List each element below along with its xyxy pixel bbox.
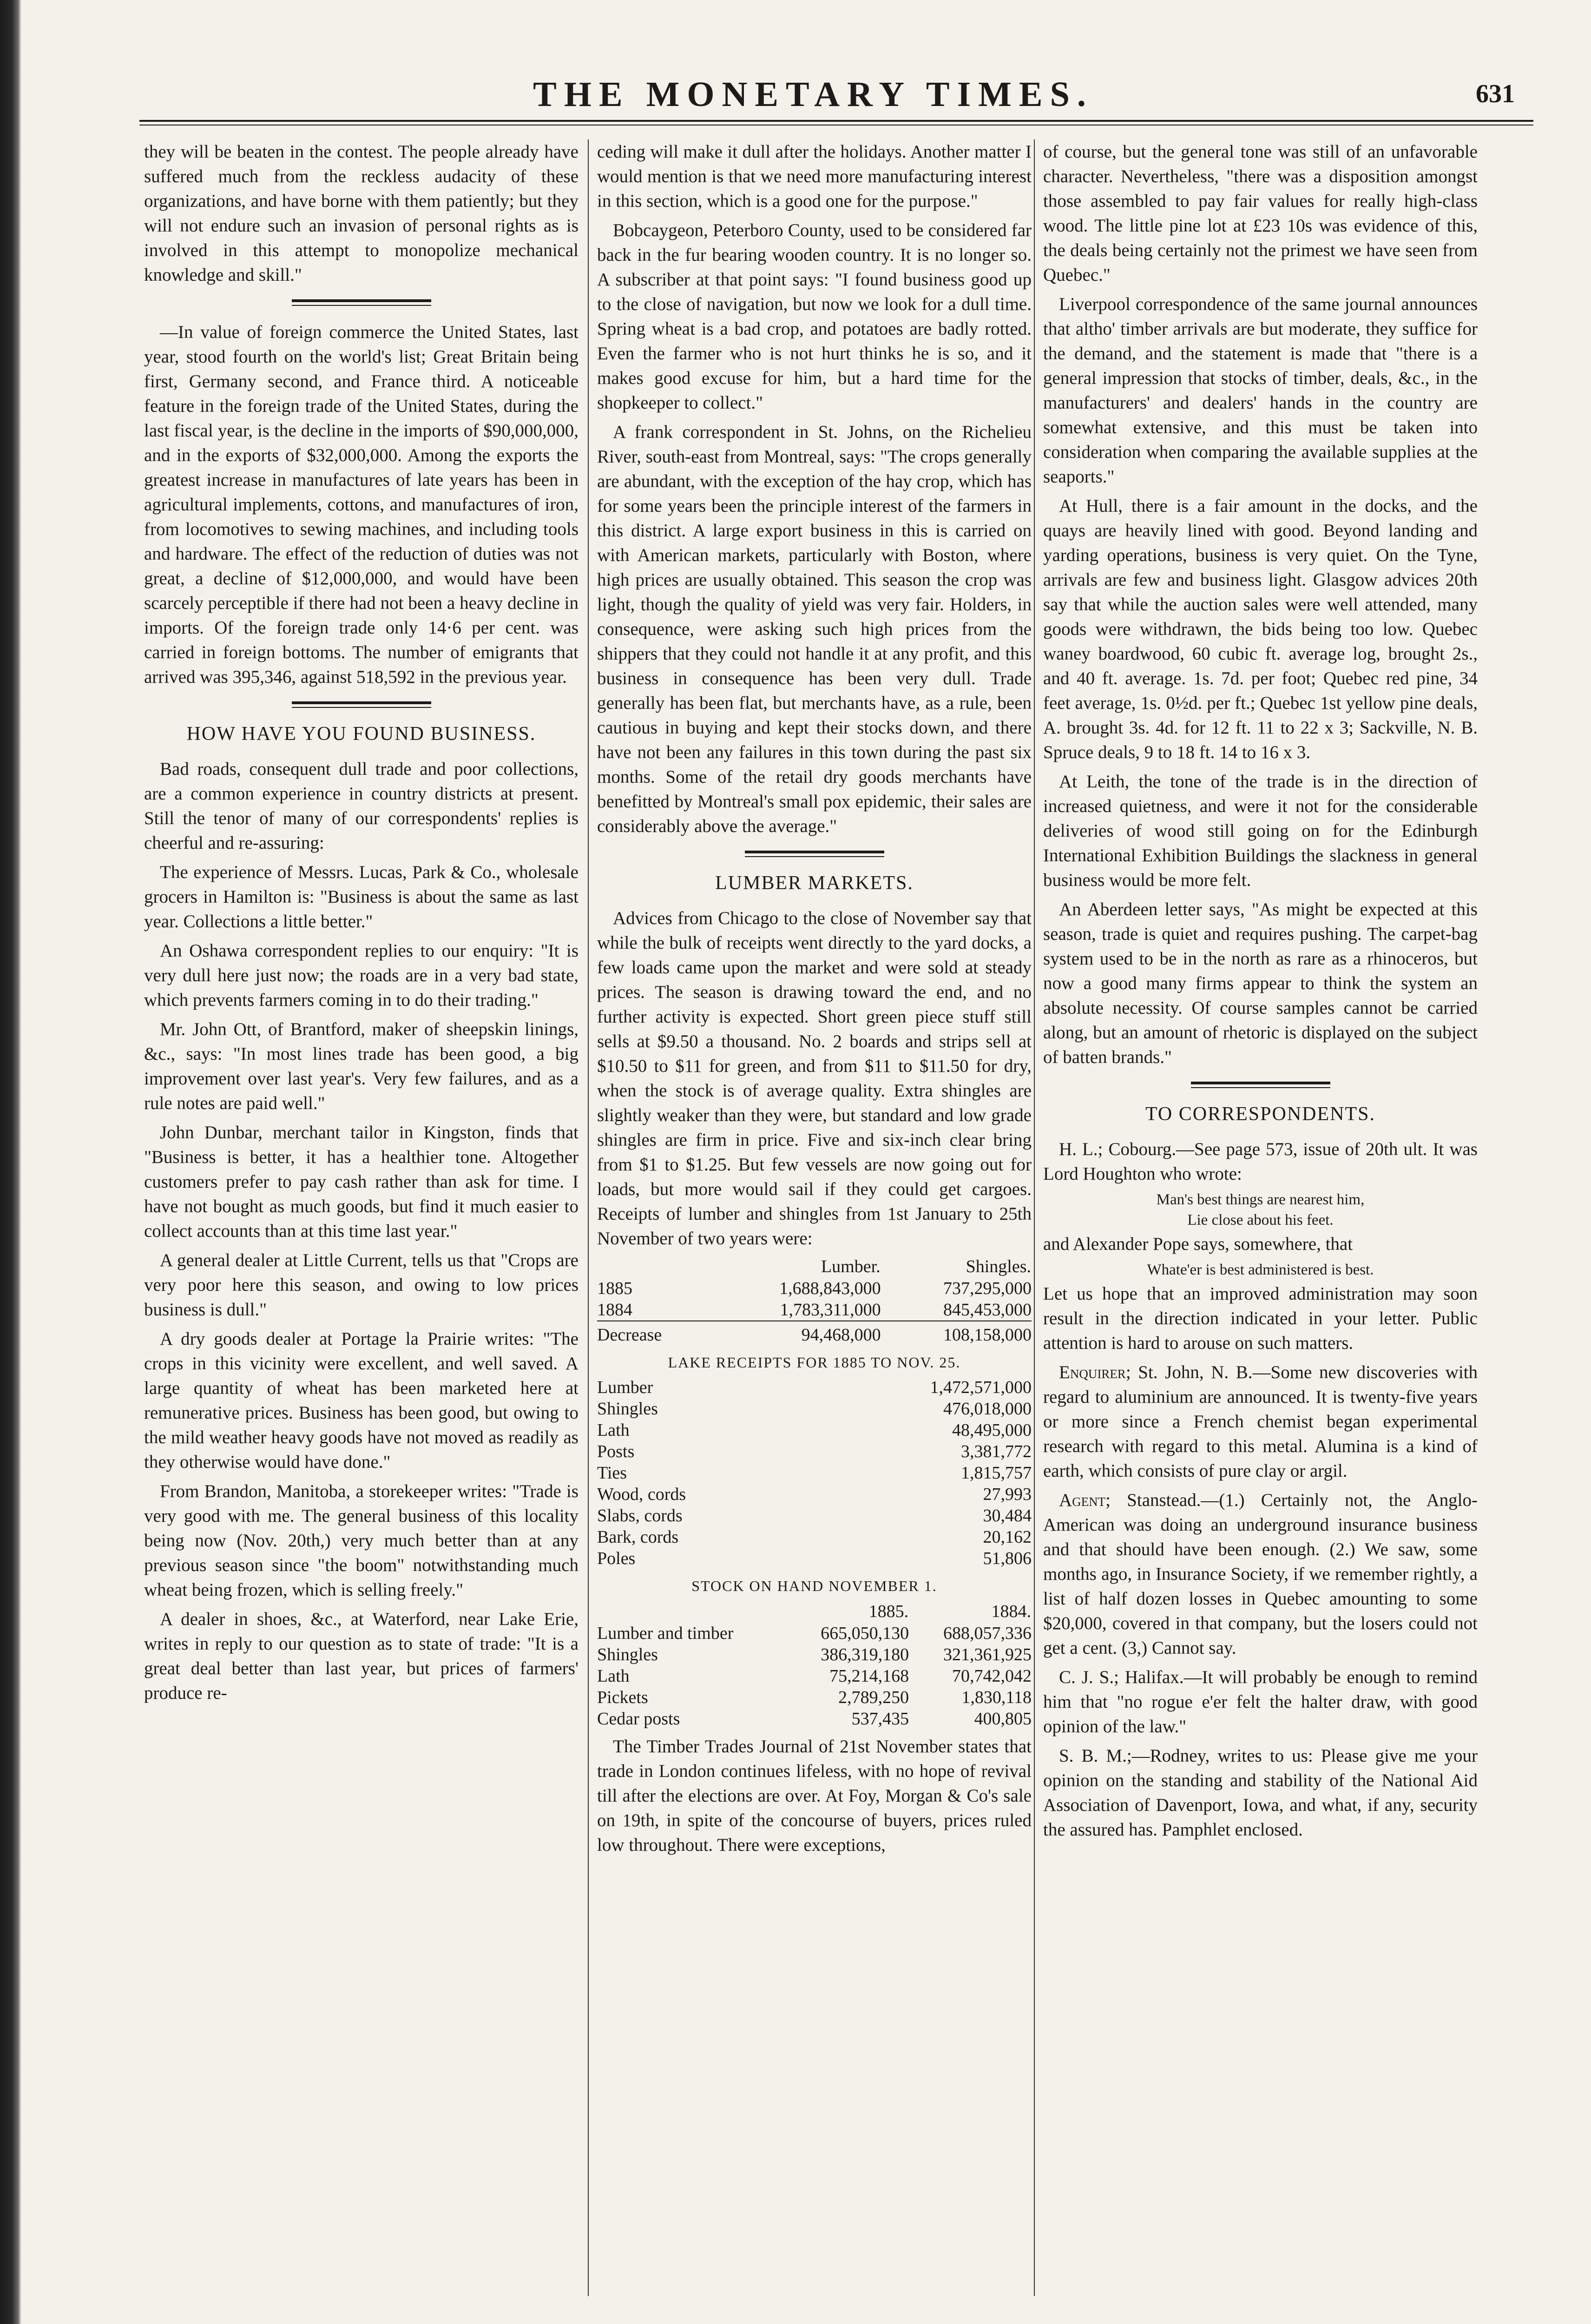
table-row [597,1321,1032,1346]
table-cell: 2,789,250 [838,1688,909,1707]
paragraph: A general dealer at Little Current, tells us that "Crops are very poor here this season, and owing to low prices business is dull." [144,1250,579,1320]
column-3 [1043,139,1478,2296]
table-row [597,1398,1032,1419]
table-row [597,1665,1032,1687]
paragraph: Liverpool correspondence of the same journal announces that altho' timber arrivals are but moderate, they suffice for the demand, and the statement is made that "there is a general impression that stocks of timber, deals, &c., in the manufacturers' and dealers' hands in the country are somewhat extensive, and this must be taken into consideration when comparing the available supplies at the seaports." [1043,294,1478,487]
correspondent-name: Agent [1059,1490,1106,1510]
paragraph: they will be beaten in the contest. The people already have suffered much from the reckless audacity of these organizations, and have borne with them patiently; but they will not endure such an invasion of personal rights as is involved in this attempt to monopolize mechanical knowledge and skill." [144,142,579,285]
verse-line: Man's best things are nearest him, [1156,1191,1365,1208]
table-cell: 1,472,571,000 [930,1378,1032,1397]
table-cell: Decrease [597,1321,708,1346]
table-heading: STOCK ON HAND NOVEMBER 1. [691,1578,937,1594]
paragraph: and Alexander Pope says, somewhere, that [1043,1234,1353,1254]
section-heading: TO CORRESPONDENTS. [1145,1103,1375,1125]
table-cell: Wood, cords [597,1485,686,1504]
table-row [597,1708,1032,1730]
section-heading: LUMBER MARKETS. [715,872,914,894]
table-cell: Ties [597,1463,627,1483]
paragraph [1043,1360,1478,1483]
binding-edge [0,0,21,2324]
column-2 [597,139,1032,2296]
lake-receipts-table [597,1377,1032,1569]
table-row [597,1505,1032,1526]
table-row [597,1623,1032,1644]
table-row [597,1526,1032,1548]
paragraph: At Hull, there is a fair amount in the docks, and the quays are heavily lined with good. Beyond landing and yarding operations, business is very quiet. On the Tyne, arrivals are few and business light. Glasgow advices 20th say that while the auction sales were well attended, many goods were withdrawn, the bids being too low. Quebec waney boardwood, 60 cubic ft. average log, brought 2s., and 40 ft. average. 1s. 7d. per foot; Quebec red pine, 34 feet average, 1s. 0½d. per ft.; Quebec 1st yellow pine deals, A. brought 3s. 4d. for 12 ft. 11 to 22 x 3; Sackville, N. B. Spruce deals, 9 to 18 ft. 14 to 16 x 3. [1043,496,1478,762]
table-row [597,1548,1032,1569]
table-cell: Pickets [597,1688,648,1707]
table-cell: 845,453,000 [943,1300,1032,1320]
table-cell: 75,214,168 [829,1666,909,1686]
receipts-table [597,1255,1032,1346]
paragraph: A dry goods dealer at Portage la Prairie writes: "The crops in this vicinity were excellent, and well saved. A large quantity of wheat has been marketed here at remunerative prices. Business has been good, but owing to the mild weather heavy goods have not moved as readily as they otherwise would have done." [144,1329,579,1472]
table-row [597,1377,1032,1398]
table-cell: 665,050,130 [821,1624,909,1643]
paragraph: C. J. S.; Halifax.—It will probably be enough to remind him that "no rogue e'er felt the halter draw, with good opinion of the law." [1043,1667,1478,1736]
table-cell: 3,381,772 [961,1442,1032,1461]
stock-table [597,1600,1032,1730]
table-cell: Lath [597,1420,630,1440]
paragraph: A frank correspondent in St. Johns, on the Richelieu River, south-east from Montreal, says: "The crops generally are abundant, with the exception of the hay crop, which has for some years been the principle interest of the farmers in this district. A large export business in this is carried on with American markets, particularly with Boston, where high prices are usually obtained. This season the crop was light, though the quality of yield was very fair. Holders, in consequence, were asking such high prices from the shippers that they could not handle it at any profit, and this business in consequence has been very dull. Trade generally has been flat, but merchants have, as a rule, been cautious in buying and kept their stocks down, and there have not been any failures in this town during the past six months. Some of the retail dry goods merchants have benefitted by Montreal's small pox epidemic, their sales are considerably above the average." [597,422,1032,836]
page-number: 631 [1476,79,1515,108]
column-divider [588,139,589,2296]
table-row [597,1644,1032,1665]
paragraph: Mr. John Ott, of Brantford, maker of sheepskin linings, &c., says: "In most lines trade has been good, a big improvement over last year's. Very few failures, and as a rule notes are paid well." [144,1019,579,1113]
table-cell: Posts [597,1442,635,1461]
table-cell: Shingles [597,1645,658,1664]
paragraph: An Oshawa correspondent replies to our enquiry: "It is very dull here just now; the roads are in a very bad state, which prevents farmers coming in to do their trading." [144,941,579,1010]
table-cell: Slabs, cords [597,1506,683,1525]
table-row [597,1441,1032,1462]
table-cell: 400,805 [974,1709,1032,1729]
table-header: 1885. [868,1602,909,1621]
table-heading: LAKE RECEIPTS FOR 1885 TO NOV. 25. [668,1354,961,1371]
paragraph: John Dunbar, merchant tailor in Kingston, finds that "Business is better, it has a healthier tone. Altogether customers prefer to pay cash rather than ask for time. I have not bought as much goods, but find it much easier to collect accounts than at this time last year." [144,1122,579,1241]
table-cell: Bark, cords [597,1527,679,1547]
table-cell: 1884 [597,1300,632,1320]
paragraph: The Timber Trades Journal of 21st November states that trade in London continues lifeless, with no hope of revival till after the elections are over. At Foy, Morgan & Co's sale on 19th, in spite of the concourse of buyers, prices ruled low throughout. There were exceptions, [597,1736,1032,1855]
section-divider [292,299,431,306]
paragraph: Bad roads, consequent dull trade and poor collections, are a common experience in country districts at present. Still the tenor of many of our correspondents' replies is cheerful and re-assuring: [144,759,579,853]
paragraph: ceding will make it dull after the holidays. Another matter I would mention is that we need more manufacturing interest in this section, which is a good one for the purpose." [597,142,1032,211]
table-cell: Shingles [597,1399,658,1419]
table-cell: 1885 [597,1279,632,1298]
verse-line: Whate'er is best administered is best. [1147,1261,1374,1278]
table-cell: 321,361,925 [943,1645,1032,1664]
table-cell: 27,993 [983,1485,1032,1504]
paragraph: Bobcaygeon, Peterboro County, used to be considered far back in the fur bearing wooden country. It is no longer so. A subscriber at that point says: "I found business good up to the close of navigation, but now we look for a dull time. Spring wheat is a bad crop, and potatoes are badly rotted. Even the farmer who is not hurt thinks he is so, and it makes good excuse for him, but a hard time for the shopkeeper to collect." [597,220,1032,413]
paragraph: H. L.; Cobourg.—See page 573, issue of 20th ult. It was Lord Houghton who wrote: [1043,1139,1478,1184]
table-cell: 70,742,042 [952,1666,1032,1686]
paragraph: Let us hope that an improved administration may soon result in the direction indicated in your letter. Public attention is hard to arouse on such matters. [1043,1284,1478,1353]
paragraph: S. B. M.;—Rodney, writes to us: Please give me your opinion on the standing and stability of the National Aid Association of Davenport, Iowa, and what, if any, security the assured has. Pamphlet enclosed. [1043,1746,1478,1840]
table-cell: 386,319,180 [821,1645,909,1664]
table-cell: 51,806 [983,1549,1032,1568]
masthead-title: THE MONETARY TIMES. [533,75,1093,114]
table-cell: Cedar posts [597,1709,680,1729]
paragraph: A dealer in shoes, &c., at Waterford, near Lake Erie, writes in reply to our question as to state of trade: "It is a great deal better than last year, but prices of farmers' produce re- [144,1609,579,1703]
table-cell: 537,435 [851,1709,909,1729]
table-row [597,1299,1032,1321]
table-cell: 1,815,757 [961,1463,1032,1483]
section-divider [292,701,431,708]
paragraph: —In value of foreign commerce the United States, last year, stood fourth on the world's list; Great Britain being first, Germany second, and France third. A noticeable feature in the foreign trade of the United States, during the last fiscal year, is the decline in the imports of $90,000,000, and in the exports of $32,000,000. Among the exports the greatest increase in manufactures of late years has been in agricultural implements, cottons, and manufactures of iron, from locomotives to sewing machines, and including tools and hardware. The effect of the reduction of duties was not great, a decline of $12,000,000, and would have been scarcely perceptible if there had not been a heavy decline in imports. Of the foreign trade only 14·6 per cent. was carried in foreign bottoms. The number of emigrants that arrived was 395,346, against 518,592 in the previous year. [144,322,579,687]
table-row [597,1278,1032,1299]
table-cell: 94,468,000 [708,1321,881,1346]
paragraph: of course, but the general tone was still of an unfavorable character. Nevertheless, "there was a disposition amongst those assembled to pay fair values for really high-class wood. The little pine lot at £23 10s was evidence of this, the deals being certainly not the primest we have seen from Quebec." [1043,142,1478,285]
paragraph: At Leith, the tone of the trade is in the direction of increased quietness, and were it not for the considerable deliveries of wood still going on for the Edinburgh International Exhibition Buildings the slackness in general business would be more felt. [1043,772,1478,890]
table-cell: 1,688,843,000 [779,1279,881,1298]
table-row [597,1687,1032,1708]
table-cell: 476,018,000 [943,1399,1032,1419]
table-cell: 20,162 [983,1527,1032,1547]
paragraph: Advices from Chicago to the close of November say that while the bulk of receipts went directly to the yard docks, a few loads came upon the market and were sold at steady prices. The season is drawing toward the end, and no further activity is expected. Short green piece stuff still sells at $9.50 a thousand. No. 2 boards and strips sell at $10.50 to $11 for green, and from $11 to $11.50 for dry, when the stock is of average quality. Extra shingles are slightly weaker than they were, but standard and low grade shingles are firm in price. Five and six-inch clear bring from $1 to $1.25. But few vessels are now going out for loads, but more would sail if they could get cargoes. Receipts of lumber and shingles from 1st January to 25th November of two years were: [597,908,1032,1248]
table-cell: Lumber and timber [597,1624,734,1643]
table-cell: 30,484 [983,1506,1032,1525]
table-cell: 1,783,311,000 [780,1300,881,1320]
paragraph: The experience of Messrs. Lucas, Park & Co., wholesale grocers in Hamilton is: "Business is about the same as last year. Collections a little better." [144,862,579,931]
table-header: 1884. [991,1602,1031,1621]
paragraph [1043,1488,1478,1660]
masthead-rule [139,120,1533,122]
table-row [597,1462,1032,1484]
table-cell: 48,495,000 [952,1420,1032,1440]
column-divider [1034,139,1035,2296]
correspondent-name: Enquirer [1059,1362,1126,1382]
masthead [139,70,1533,121]
section-heading: HOW HAVE YOU FOUND BUSINESS. [186,723,536,745]
table-row [597,1419,1032,1441]
paragraph: From Brandon, Manitoba, a storekeeper writes: "Trade is very good with me. The general business of this locality being now (Nov. 20th,) very much better than at any previous season since "the boom" notwithstanding much wheat being frozen, which is selling freely." [144,1481,579,1600]
table-cell: 1,830,118 [961,1688,1032,1707]
table-header: Lumber. [821,1257,881,1276]
table-cell: Lumber [597,1378,653,1397]
table-header: Shingles. [966,1257,1031,1276]
paragraph-text: ; Stanstead.—(1.) Certainly not, the Anglo-American was doing an underground insurance business and that should have been enough. (2.) We saw, some months ago, in Insurance Society, if we remember rightly, a list of half dozen losses in Quebec amounting to some $20,000, covered in that company, but the losers could not get a cent. (3,) Cannot say. [1043,1490,1478,1658]
paragraph-text: ; St. John, N. B.—Some new discoveries with regard to aluminium are announced. It is twenty-five years or more since a French chemist began experimental research with regard to this metal. Alumina is a kind of earth, which consists of pure clay or argil. [1043,1362,1478,1481]
table-cell: Poles [597,1549,636,1568]
table-cell: 737,295,000 [943,1279,1032,1298]
table-row [597,1484,1032,1505]
section-divider [745,851,884,857]
paragraph: An Aberdeen letter says, "As might be expected at this season, trade is quiet and requires pushing. The carpet-bag system used to be in the north as rare as a rhinoceros, but now a good many firms appear to think the system an absolute necessity. Of course samples cannot be carried along, but an amount of rhetoric is displayed on the subject of batten brands." [1043,899,1478,1067]
section-divider [1191,1082,1330,1088]
column-1 [144,139,579,2296]
table-cell: Lath [597,1666,630,1686]
table-cell: 688,057,336 [943,1624,1032,1643]
verse-line: Lie close about his feet. [1187,1212,1334,1228]
table-cell: 108,158,000 [881,1321,1032,1346]
